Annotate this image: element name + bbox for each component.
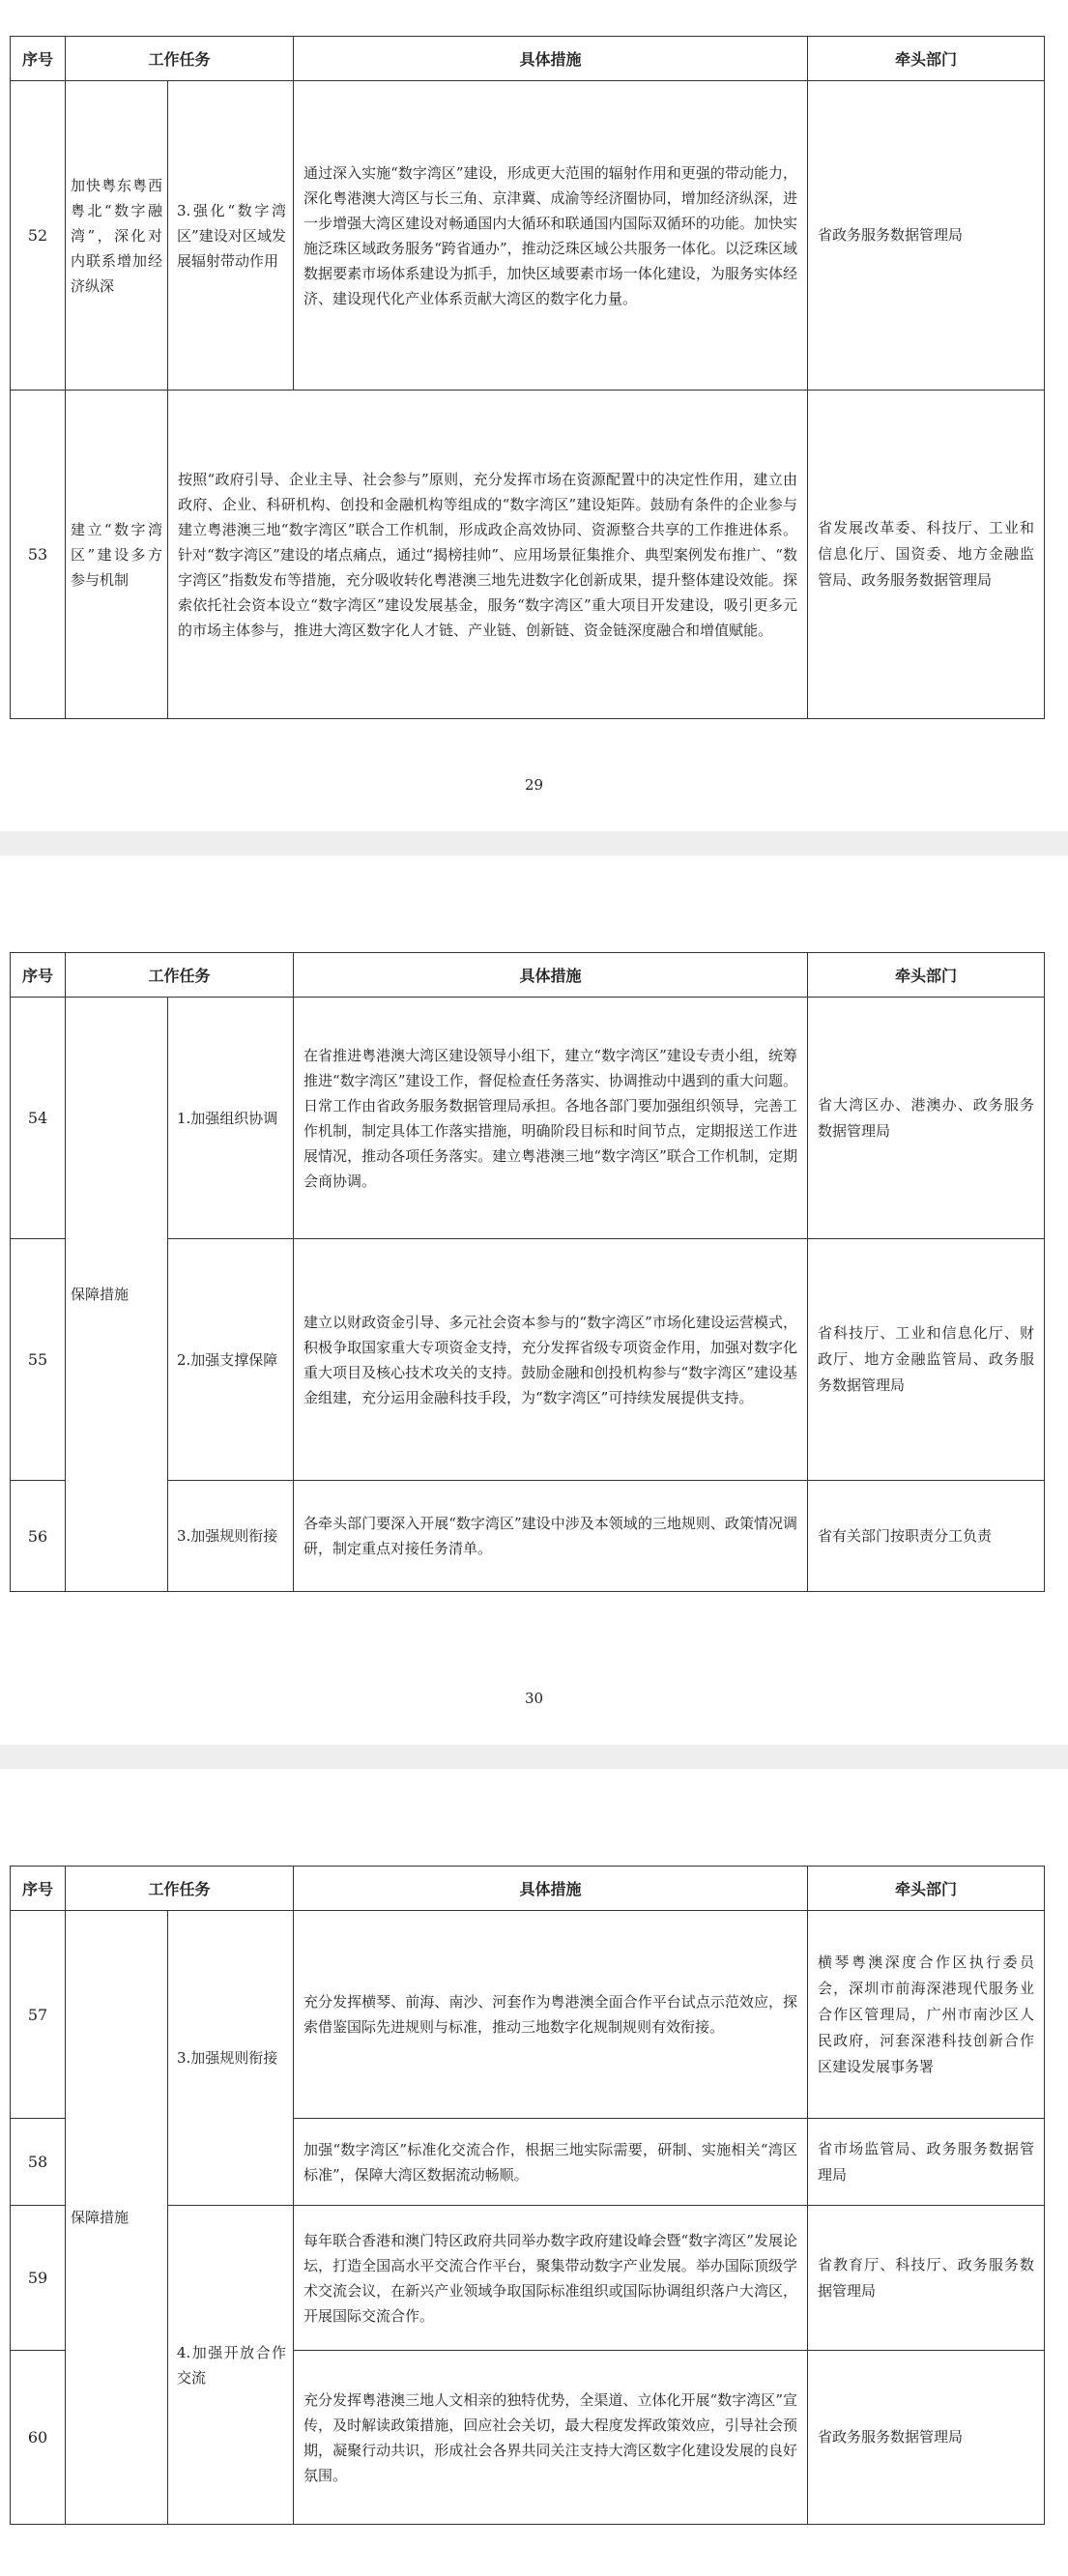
- row-measures: 每年联合香港和澳门特区政府共同举办数字政府建设峰会暨“数字湾区”发展论坛，打造全国高水平交流合作平台，聚集带动数字产业发展。举办国际顶级学术交流会议，在新兴产业领域争取国际标准组织或国际协调组织落户大湾区，开展国际交流合作。: [294, 2206, 808, 2351]
- header-measures: 具体措施: [294, 1867, 808, 1911]
- table-page-3: [10, 1866, 1044, 2525]
- task-table: [10, 1866, 1045, 2525]
- row-task: 建立“数字湾区”建设多方参与机制: [66, 391, 168, 719]
- header-seq: 序号: [11, 37, 66, 81]
- row-subtask: 3.加强规则衔接: [168, 1911, 294, 2206]
- table-row: [11, 1911, 1045, 2119]
- table-page-2: [10, 952, 1044, 1592]
- row-dept: 省发展改革委、科技厅、工业和信息化厅、国资委、地方金融监管局、政务服务数据管理局: [808, 391, 1045, 719]
- row-dept: 省科技厅、工业和信息化厅、财政厅、地方金融监管局、政务服务数据管理局: [808, 1239, 1045, 1481]
- table-header-row: [11, 37, 1045, 81]
- task-table: [10, 952, 1045, 1592]
- row-seq: 58: [11, 2119, 66, 2206]
- page-number: 29: [524, 776, 544, 794]
- row-subtask: 1.加强组织协调: [168, 998, 294, 1239]
- page-3: [0, 1769, 1068, 2576]
- header-measures: 具体措施: [294, 953, 808, 998]
- row-seq: 60: [11, 2351, 66, 2525]
- row-seq: 57: [11, 1911, 66, 2119]
- row-measures: 充分发挥横琴、前海、南沙、河套作为粤港澳全面合作平台试点示范效应，探索借鉴国际先进规则与标准，推动三地数字化规制规则有效衔接。: [294, 1911, 808, 2119]
- table-header-row: [11, 953, 1045, 998]
- header-measures: 具体措施: [294, 37, 808, 81]
- row-subtask: 3.加强规则衔接: [168, 1481, 294, 1592]
- header-dept: 牵头部门: [808, 1867, 1045, 1911]
- row-seq: 52: [11, 81, 66, 391]
- row-task: 加快粤东粤西粤北“数字融湾”，深化对内联系增加经济纵深: [66, 81, 168, 391]
- row-dept: 横琴粤澳深度合作区执行委员会，深圳市前海深港现代服务业合作区管理局，广州市南沙区人民政府，河套深港科技创新合作区建设发展事务署: [808, 1911, 1045, 2119]
- header-task: 工作任务: [66, 37, 294, 81]
- row-seq: 56: [11, 1481, 66, 1592]
- row-dept: 省政务服务数据管理局: [808, 2351, 1045, 2525]
- header-dept: 牵头部门: [808, 953, 1045, 998]
- row-subtask: 4.加强开放合作交流: [168, 2206, 294, 2525]
- row-measures: 按照“政府引导、企业主导、社会参与”原则，充分发挥市场在资源配置中的决定性作用，建立由政府、企业、科研机构、创投和金融机构等组成的“数字湾区”建设矩阵。鼓励有条件的企业参与建立粤港澳三地“数字湾区”联合工作机制，形成政企高效协同、资源整合共享的工作推进体系。针对“数字湾区”建设的堵点痛点，通过“揭榜挂帅”、应用场景征集推介、典型案例发布推广、“数字湾区”指数发布等措施，充分吸收转化粤港澳三地先进数字化创新成果，提升整体建设效能。探索依托社会资本设立“数字湾区”建设发展基金，服务“数字湾区”重大项目开发建设，吸引更多元的市场主体参与，推进大湾区数字化人才链、产业链、创新链、资金链深度融合和增值赋能。: [168, 391, 808, 719]
- row-measures: 建立以财政资金引导、多元社会资本参与的“数字湾区”市场化建设运营模式，积极争取国家重大专项资金支持，充分发挥省级专项资金作用，加强对数字化重大项目及核心技术攻关的支持。鼓励金融和创投机构参与“数字湾区”建设基金组建，充分运用金融科技手段，为“数字湾区”可持续发展提供支持。: [294, 1239, 808, 1481]
- page-number: 30: [524, 1690, 544, 1707]
- row-dept: 省有关部门按职责分工负责: [808, 1481, 1045, 1592]
- row-measures: 通过深入实施“数字湾区”建设，形成更大范围的辐射作用和更强的带动能力，深化粤港澳大湾区与长三角、京津冀、成渝等经济圈协同，增加经济纵深，进一步增强大湾区建设对畅通国内大循环和联通国内国际双循环的功能。加快实施泛珠区域政务服务“跨省通办”，推动泛珠区域公共服务一体化。以泛珠区域数据要素市场体系建设为抓手，加快区域要素市场一体化建设，为服务实体经济、建设现代化产业体系贡献大湾区的数字化力量。: [294, 81, 808, 391]
- row-dept: 省大湾区办、港澳办、政务服务数据管理局: [808, 998, 1045, 1239]
- table-header-row: [11, 1867, 1045, 1911]
- row-measures: 在省推进粤港澳大湾区建设领导小组下，建立“数字湾区”建设专责小组，统筹推进“数字湾区”建设工作，督促检查任务落实、协调推动中遇到的重大问题。日常工作由省政务服务数据管理局承担。各地各部门要加强组织领导，完善工作机制，制定具体工作落实措施，明确阶段目标和时间节点，定期报送工作进展情况，推动各项任务落实。建立粤港澳三地“数字湾区”联合工作机制，定期会商协调。: [294, 998, 808, 1239]
- header-task: 工作任务: [66, 1867, 294, 1911]
- row-measures: 充分发挥粤港澳三地人文相亲的独特优势，全渠道、立体化开展“数字湾区”宣传，及时解读政策措施，回应社会关切，最大程度发挥政策效应，引导社会预期，凝聚行动共识，形成社会各界共同关注支持大湾区数字化建设发展的良好氛围。: [294, 2351, 808, 2525]
- task-table: [10, 36, 1045, 719]
- row-subtask: 3.强化“数字湾区”建设对区域发展辐射带动作用: [168, 81, 294, 391]
- header-seq: 序号: [11, 953, 66, 998]
- table-row: [11, 391, 1045, 719]
- row-seq: 54: [11, 998, 66, 1239]
- header-dept: 牵头部门: [808, 37, 1045, 81]
- row-seq: 53: [11, 391, 66, 719]
- row-dept: 省市场监管局、政务服务数据管理局: [808, 2119, 1045, 2206]
- group-task: 保障措施: [66, 1911, 168, 2525]
- row-subtask: 2.加强支撑保障: [168, 1239, 294, 1481]
- row-measures: 各牵头部门要深入开展“数字湾区”建设中涉及本领域的三地规则、政策情况调研，制定重点对接任务清单。: [294, 1481, 808, 1592]
- header-seq: 序号: [11, 1867, 66, 1911]
- table-row: [11, 998, 1045, 1239]
- header-task: 工作任务: [66, 953, 294, 998]
- row-dept: 省教育厅、科技厅、政务服务数据管理局: [808, 2206, 1045, 2351]
- page-2: [0, 855, 1068, 1745]
- row-dept: 省政务服务数据管理局: [808, 81, 1045, 391]
- row-measures: 加强“数字湾区”标准化交流合作，根据三地实际需要，研制、实施相关“湾区标准”，保障大湾区数据流动畅顺。: [294, 2119, 808, 2206]
- row-seq: 59: [11, 2206, 66, 2351]
- page-1: [0, 0, 1068, 831]
- table-page-1: [10, 36, 1044, 719]
- group-task: 保障措施: [66, 998, 168, 1592]
- table-row: [11, 81, 1045, 391]
- row-seq: 55: [11, 1239, 66, 1481]
